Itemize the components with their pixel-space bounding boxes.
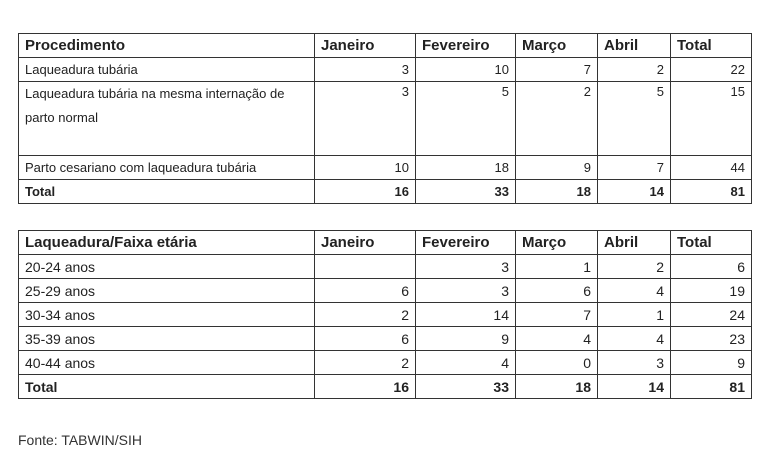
cell-fevereiro: 14: [416, 303, 516, 327]
cell-janeiro: 2: [315, 303, 416, 327]
cell-abril: 2: [598, 255, 671, 279]
table-row: [19, 303, 752, 327]
header-fevereiro: Fevereiro: [416, 34, 516, 58]
row-label: Parto cesariano com laqueadura tubária: [19, 156, 315, 180]
cell-janeiro: 6: [315, 327, 416, 351]
header-janeiro: Janeiro: [315, 34, 416, 58]
cell-janeiro: 10: [315, 156, 416, 180]
cell-abril: 7: [598, 156, 671, 180]
cell-fevereiro: 3: [416, 255, 516, 279]
table-row: [19, 351, 752, 375]
table-header-row: [19, 34, 752, 58]
table-row: [19, 82, 752, 156]
total-total: 81: [671, 375, 752, 399]
cell-total: 19: [671, 279, 752, 303]
total-fevereiro: 33: [416, 375, 516, 399]
header-total: Total: [671, 231, 752, 255]
cell-total: 9: [671, 351, 752, 375]
row-label: 40-44 anos: [19, 351, 315, 375]
total-janeiro: 16: [315, 180, 416, 204]
header-fevereiro: Fevereiro: [416, 231, 516, 255]
table-row: [19, 279, 752, 303]
cell-abril: 2: [598, 58, 671, 82]
table-row: [19, 156, 752, 180]
cell-janeiro: 2: [315, 351, 416, 375]
cell-total: 22: [671, 58, 752, 82]
row-label: 35-39 anos: [19, 327, 315, 351]
cell-total: 6: [671, 255, 752, 279]
header-abril: Abril: [598, 34, 671, 58]
total-total: 81: [671, 180, 752, 204]
cell-marco: 0: [516, 351, 598, 375]
header-marco: Março: [516, 231, 598, 255]
cell-marco: 7: [516, 58, 598, 82]
procedures-table: [18, 33, 752, 204]
cell-abril: 4: [598, 279, 671, 303]
cell-janeiro: 6: [315, 279, 416, 303]
total-label: Total: [19, 375, 315, 399]
table-row: [19, 255, 752, 279]
cell-total: 24: [671, 303, 752, 327]
row-label: 20-24 anos: [19, 255, 315, 279]
cell-marco: 9: [516, 156, 598, 180]
header-abril: Abril: [598, 231, 671, 255]
table-row: [19, 58, 752, 82]
total-janeiro: 16: [315, 375, 416, 399]
cell-fevereiro: 4: [416, 351, 516, 375]
table-header-row: [19, 231, 752, 255]
cell-fevereiro: 10: [416, 58, 516, 82]
row-label: 30-34 anos: [19, 303, 315, 327]
cell-total: 44: [671, 156, 752, 180]
row-label: Laqueadura tubária na mesma internação de parto normal: [19, 82, 315, 156]
cell-abril: 1: [598, 303, 671, 327]
cell-janeiro: 3: [315, 82, 416, 156]
total-label: Total: [19, 180, 315, 204]
total-row: [19, 180, 752, 204]
cell-abril: 5: [598, 82, 671, 156]
cell-marco: 2: [516, 82, 598, 156]
row-label: Laqueadura tubária: [19, 58, 315, 82]
cell-fevereiro: 5: [416, 82, 516, 156]
cell-janeiro: [315, 255, 416, 279]
source-note: Fonte: TABWIN/SIH: [18, 432, 142, 448]
cell-abril: 3: [598, 351, 671, 375]
header-janeiro: Janeiro: [315, 231, 416, 255]
header-faixa-etaria: Laqueadura/Faixa etária: [19, 231, 315, 255]
total-abril: 14: [598, 375, 671, 399]
cell-janeiro: 3: [315, 58, 416, 82]
cell-marco: 1: [516, 255, 598, 279]
cell-marco: 6: [516, 279, 598, 303]
table-row: [19, 327, 752, 351]
cell-fevereiro: 18: [416, 156, 516, 180]
total-marco: 18: [516, 375, 598, 399]
cell-marco: 7: [516, 303, 598, 327]
cell-fevereiro: 9: [416, 327, 516, 351]
header-procedimento: Procedimento: [19, 34, 315, 58]
row-label: 25-29 anos: [19, 279, 315, 303]
total-marco: 18: [516, 180, 598, 204]
cell-total: 15: [671, 82, 752, 156]
header-marco: Março: [516, 34, 598, 58]
cell-fevereiro: 3: [416, 279, 516, 303]
header-total: Total: [671, 34, 752, 58]
total-abril: 14: [598, 180, 671, 204]
cell-marco: 4: [516, 327, 598, 351]
cell-abril: 4: [598, 327, 671, 351]
total-fevereiro: 33: [416, 180, 516, 204]
total-row: [19, 375, 752, 399]
cell-total: 23: [671, 327, 752, 351]
age-range-table: [18, 230, 752, 399]
